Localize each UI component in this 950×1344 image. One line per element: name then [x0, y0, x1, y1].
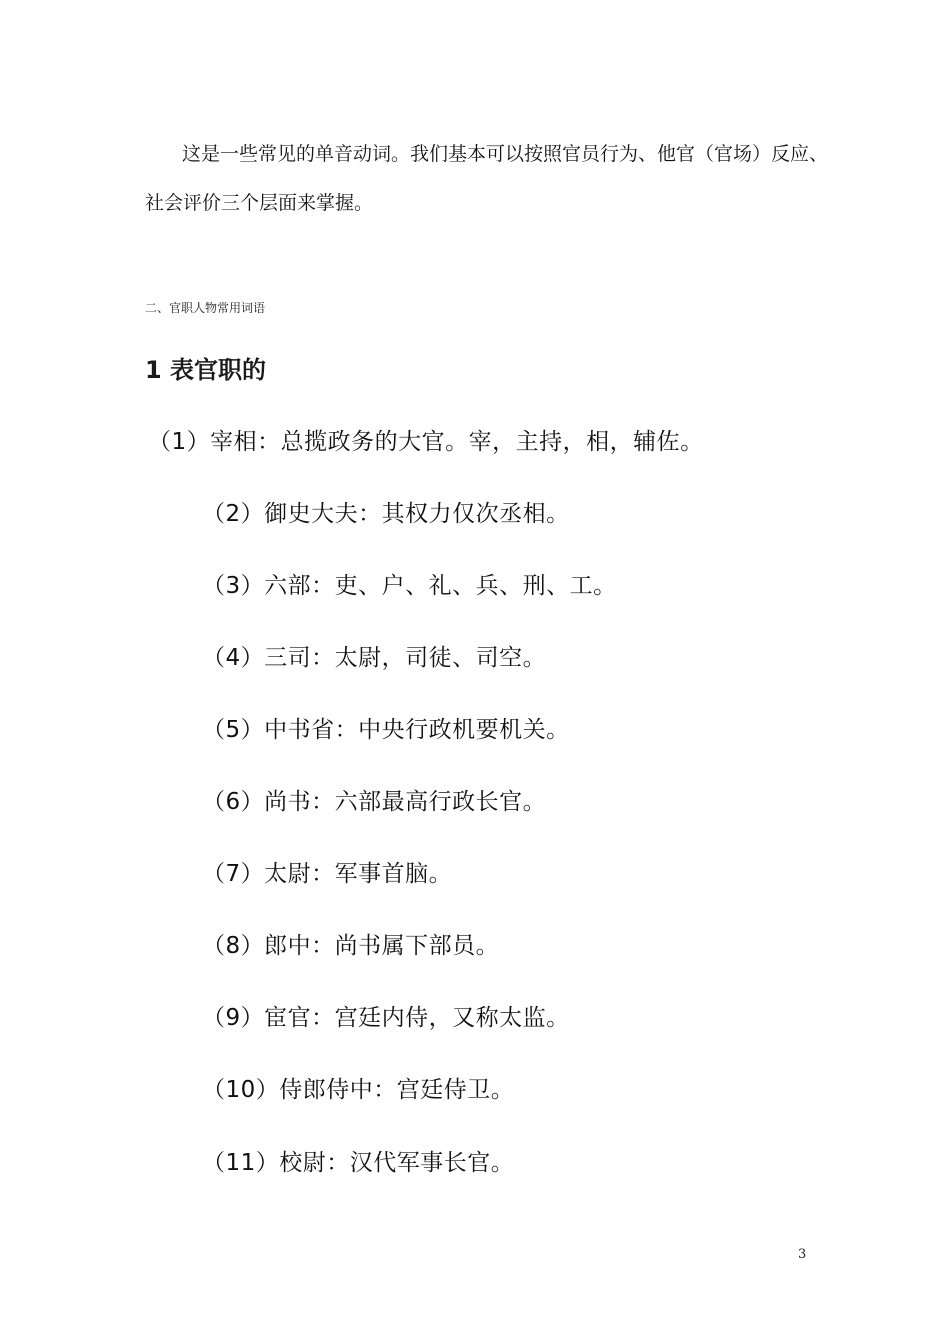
list-item-9: （9）宦官：宫廷内侍，又称太监。	[202, 1005, 570, 1031]
list-item-7: （7）太尉：军事首脑。	[202, 861, 453, 887]
list-item-2: （2）御史大夫：其权力仅次丞相。	[202, 501, 570, 527]
list-item-3: （3）六部：吏、户、礼、兵、刑、工。	[202, 573, 617, 599]
list-item-11: （11）校尉：汉代军事长官。	[202, 1150, 515, 1176]
list-item-6: （6）尚书：六部最高行政长官。	[202, 789, 547, 815]
intro-paragraph-line-2: 社会评价三个层面来掌握。	[145, 192, 374, 214]
section-heading: 二、官职人物常用词语	[145, 301, 266, 315]
list-item-8: （8）郎中：尚书属下部员。	[202, 933, 500, 959]
sub-heading: 1 表官职的	[145, 356, 267, 384]
list-item-4: （4）三司：太尉，司徒、司空。	[202, 645, 547, 671]
list-item-10: （10）侍郎侍中：宫廷侍卫。	[202, 1077, 515, 1103]
list-item-5: （5）中书省：中央行政机要机关。	[202, 717, 570, 743]
intro-paragraph-line-1: 这是一些常见的单音动词。我们基本可以按照官员行为、他官（官场）反应、	[182, 143, 829, 165]
page-number: 3	[798, 1247, 807, 1262]
list-item-1: （1）宰相：总揽政务的大官。宰，主持，相，辅佐。	[148, 429, 704, 455]
